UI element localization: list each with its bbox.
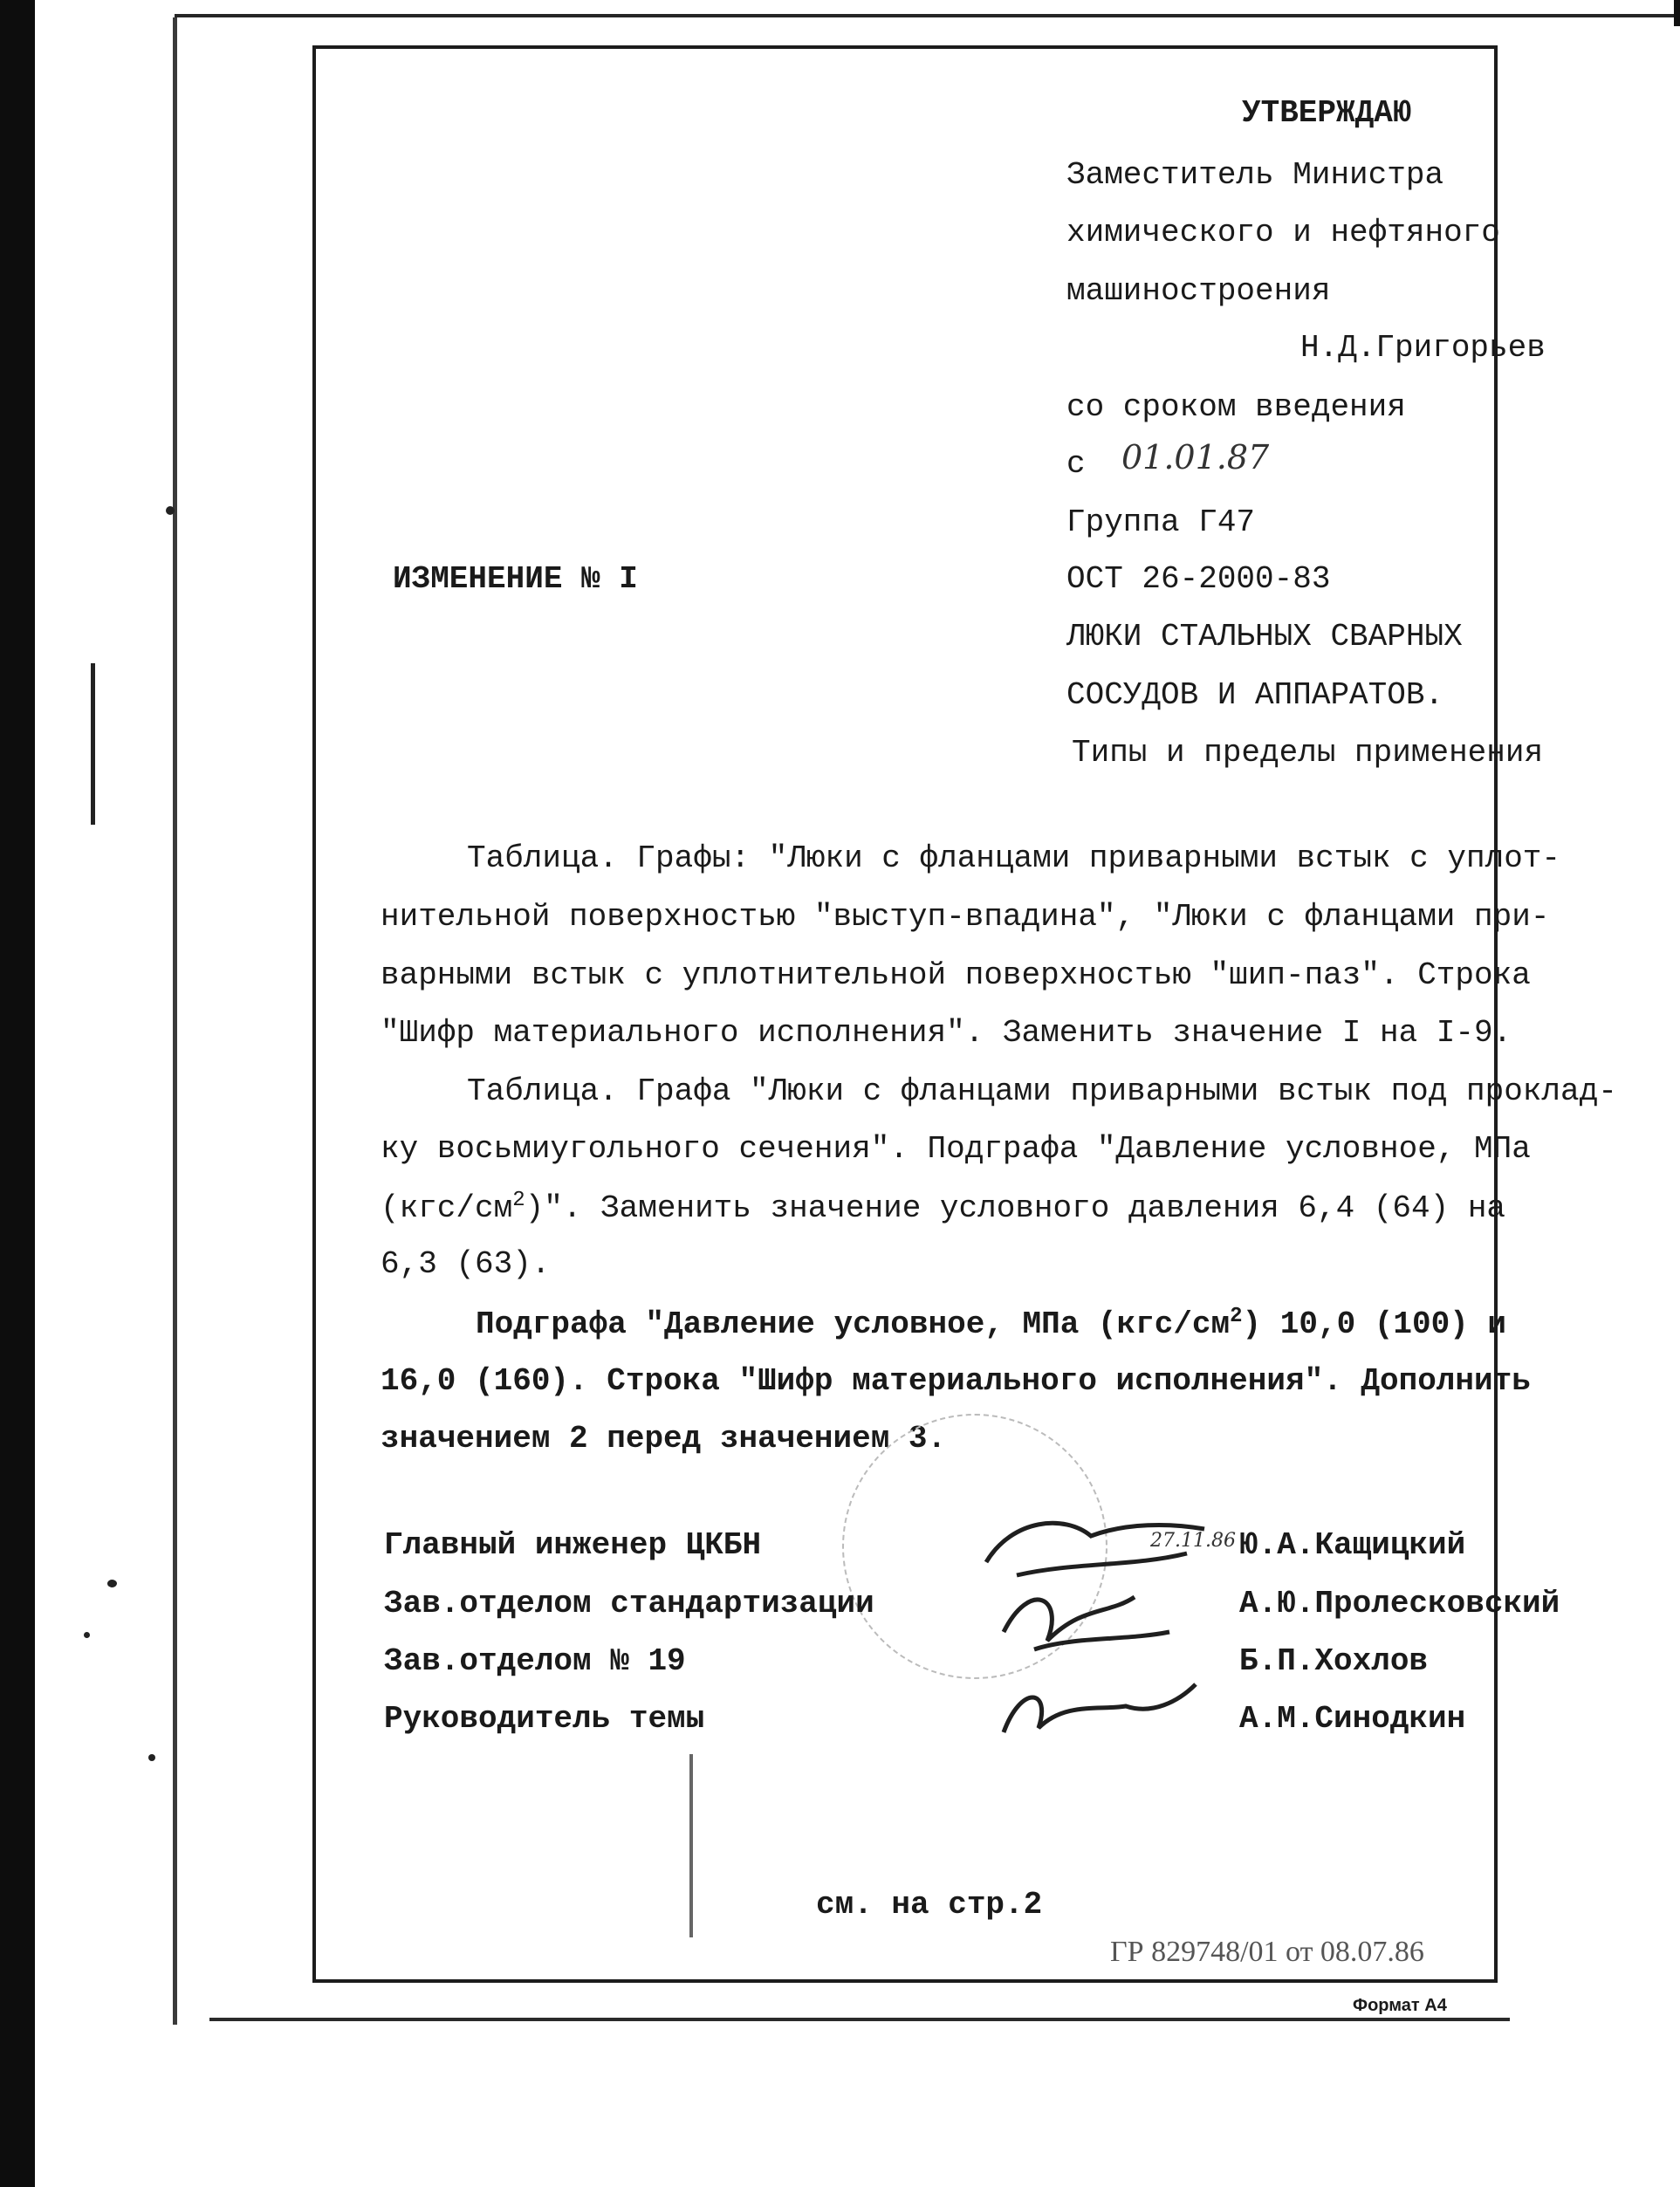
signature-date: 27.11.86 [1150,1530,1236,1552]
approver-name: Н.Д.Григорьев [1300,330,1546,366]
group-code: Группа Г47 [1066,504,1256,540]
date-prefix: с [1066,446,1086,482]
signature-4 [1004,1684,1196,1732]
approval-line-2: химического и нефтяного [1066,215,1500,250]
standard-title-2: СОСУДОВ И АППАРАТОВ. [1066,677,1444,713]
body-p1-l4: "Шифр материального исполнения". Заменить значение I на I-9. [381,1015,1512,1051]
body-p2-l3-pre: (кгс/см [381,1190,513,1226]
effective-intro: со сроком введения [1066,389,1406,425]
body-p2-l4: 6,3 (63). [381,1246,551,1282]
body-p1-l2: нительной поверхностью "выступ-впадина", "Люки с фланцами при- [381,899,1550,935]
signature-1b [1017,1553,1187,1575]
superscript: 2 [1230,1305,1243,1328]
body-p3-l1-pre: Подграфа "Давление условное, МПа (кгс/см [476,1306,1231,1342]
standard-title-3: Типы и пределы применения [1072,735,1544,771]
signatory-role-3: Зав.отделом № 19 [384,1643,686,1679]
body-p3-l2: 16,0 (160). Строка "Шифр материального исполнения". Дополнить [381,1363,1531,1399]
body-p2-l3-post: )". Заменить значение условного давления 6,4 (64) на [525,1190,1506,1226]
approval-line-1: Заместитель Министра [1066,157,1444,193]
continue-note: см. на стр.2 [816,1887,1043,1923]
body-p3-l1-post: ) 10,0 (100) и [1242,1306,1506,1342]
signatory-name-2: А.Ю.Пролесковский [1239,1586,1560,1621]
signature-2 [1004,1597,1135,1641]
signatory-name-4: А.М.Синодкин [1239,1701,1466,1737]
paper-format-label: Формат А4 [1353,1996,1447,2015]
change-label: ИЗМЕНЕНИЕ № I [393,561,638,597]
approval-title: УТВЕРЖДАЮ [1242,95,1412,131]
approval-line-3: машиностроения [1066,273,1331,309]
body-p2-l2: ку восьмиугольного сечения". Подграфа "Давление условное, МПа [381,1131,1531,1167]
signatory-role-1: Главный инженер ЦКБН [384,1527,762,1563]
signatory-role-4: Руководитель темы [384,1701,705,1737]
signatory-name-1: Ю.А.Кащицкий [1239,1527,1466,1563]
body-p2-l1: Таблица. Графа "Люки с фланцами приварными встык под проклад- [467,1073,1617,1109]
body-p1-l3: варными встык с уплотнительной поверхностью "шип-паз". Строка [381,957,1531,993]
body-p3-l3: значением 2 перед значением 3. [381,1421,947,1457]
standard-title-1: ЛЮКИ СТАЛЬНЫХ СВАРНЫХ [1066,619,1463,655]
body-p1-l1: Таблица. Графы: "Люки с фланцами приварными встык с уплот- [467,840,1561,876]
standard-number: ОСТ 26-2000-83 [1066,561,1331,597]
signatory-role-2: Зав.отделом стандартизации [384,1586,874,1621]
registration-number: ГР 829748/01 от 08.07.86 [1110,1936,1424,1968]
superscript: 2 [512,1189,525,1212]
effective-date: 01.01.87 [1121,438,1270,476]
signatory-name-3: Б.П.Хохлов [1239,1643,1429,1679]
